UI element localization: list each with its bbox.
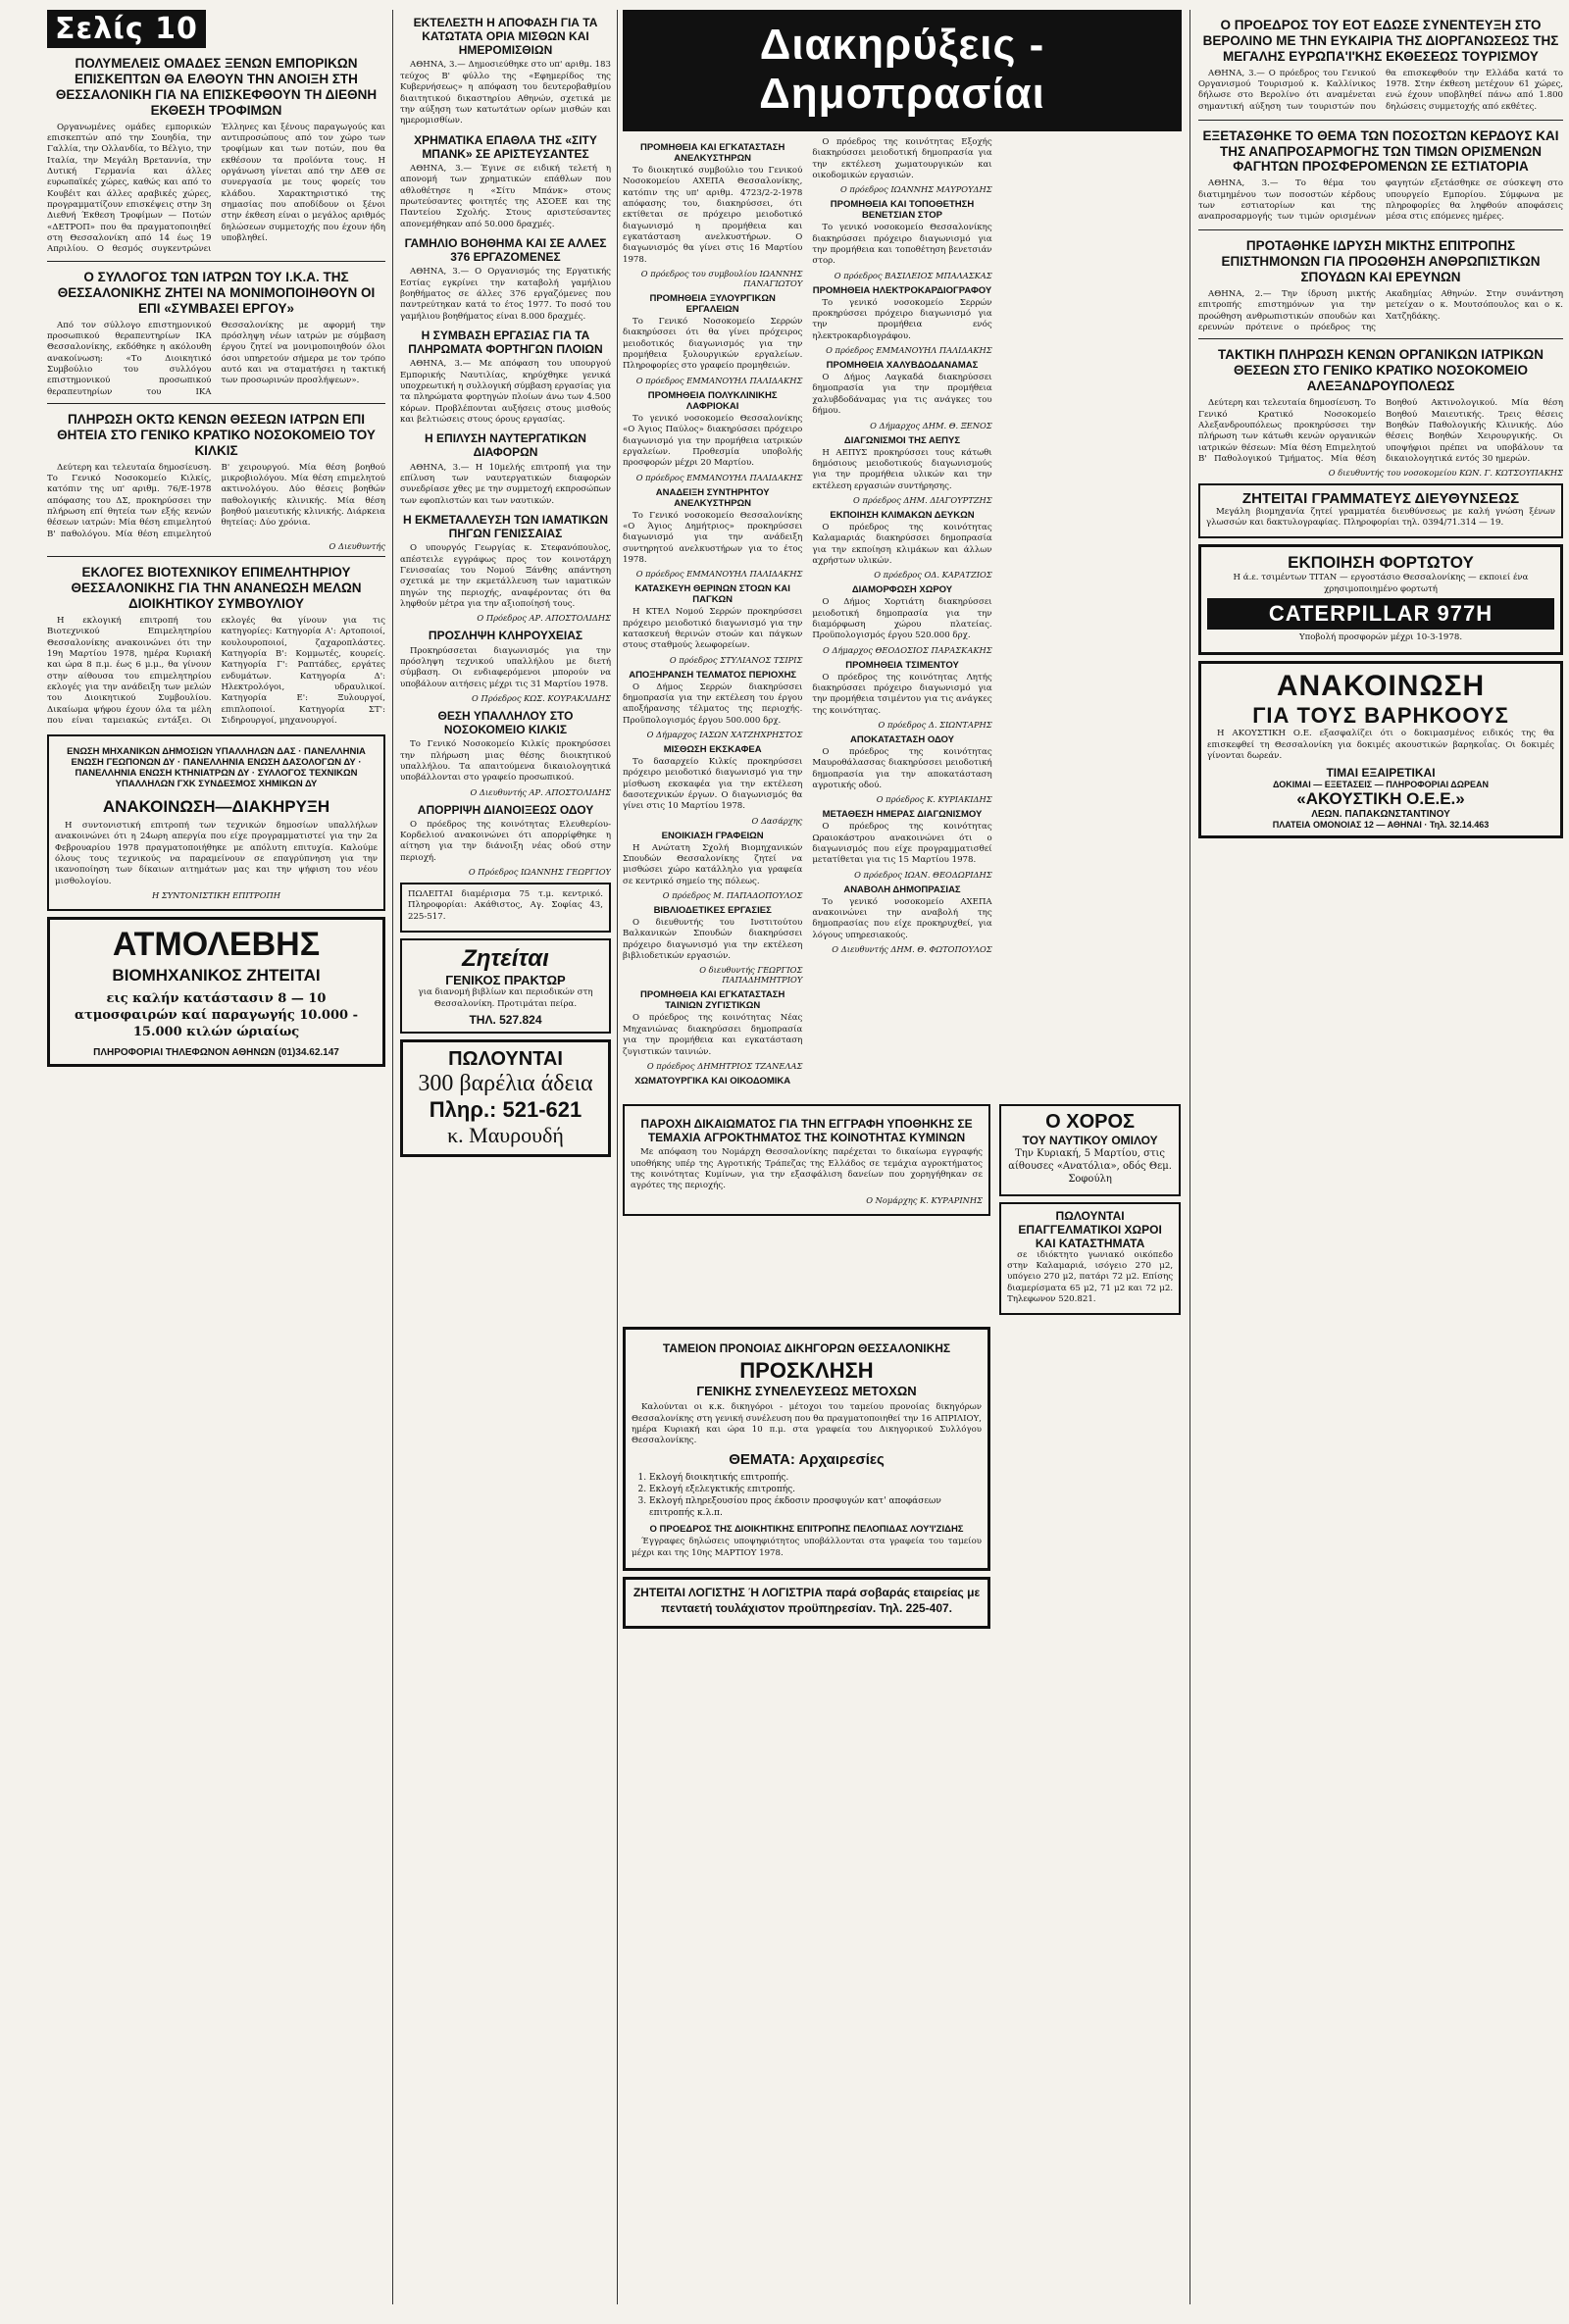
- ad-body: ΖΗΤΕΙΤΑΙ ΛΟΓΙΣΤΗΣ Ή ΛΟΓΙΣΤΡΙΑ παρά σοβαράς εταιρείας με πενταετή τουλάχιστον προϋπηρεσίαν. Τηλ. 225-407.: [633, 1586, 981, 1615]
- ad-title: ΠΩΛΟΥΝΤΑΙ: [448, 1047, 563, 1070]
- headline: ΤΑΚΤΙΚΗ ΠΛΗΡΩΣΗ ΚΕΝΩΝ ΟΡΓΑΝΙΚΩΝ ΙΑΤΡΙΚΩΝ ΘΕΣΕΩΝ ΣΤΟ ΓΕΝΙΚΟ ΚΡΑΤΙΚΟ ΝΟΣΟΚΟΜΕΙΟ ΑΛΕΞΑΝΔΡΟΥΠΟΛΕΩΣ: [1218, 347, 1544, 394]
- tender-text: Ο Δήμος Χορτιάτη διακηρύσσει μειοδοτική δημοπρασία για την διαμόρφωση χώρου πλατείας. Προϋπολογισμός έργου 520.000 δρχ.: [812, 597, 992, 641]
- tender-title: ΑΠΟΚΑΤΑΣΤΑΣΗ ΟΔΟΥ: [849, 734, 954, 745]
- tender-title: ΕΚΠΟΙΗΣΗ ΚΛΙΜΑΚΩΝ ΔΕΥΚΩΝ: [830, 509, 975, 521]
- tender-title: ΠΡΟΜΗΘΕΙΑ ΠΟΛΥΚΛΙΝΙΚΗΣ ΛΑΦΡΙΟΚΑΙ: [647, 389, 778, 412]
- ad-title: Ζητείται: [462, 945, 549, 973]
- tender-text: Ο πρόεδρος της κοινότητας Ωραιοκάστρου ανακοινώνει ότι ο διαγωνισμός που είχε προγραμματισθεί μετατίθεται για τις 15 Μαρτίου 1978.: [812, 822, 992, 866]
- ad-contact: ΠΛΗΡΟΦΟΡΙΑΙ ΤΗΛΕΦΩΝΟΝ ΑΘΗΝΩΝ (01)34.62.147: [93, 1046, 339, 1058]
- ad-body: εις καλήν κατάστασιν 8 — 10 ατμοσφαιρών καί παραγωγής 10.000 - 15.000 κιλών ώριαίως: [75, 990, 358, 1039]
- signature: Ο Δήμαρχος ΘΕΟΔΟΣΙΟΣ ΠΑΡΑΣΚΑΚΗΣ: [823, 644, 992, 655]
- themes-heading: ΘΕΜΑΤΑ: Αρχαιρεσίες: [729, 1450, 885, 1468]
- invitation-text: Καλούνται οι κ.κ. δικηγόροι - μέτοχοι του ταμείου προνοίας δικηγόρων Θεσσαλονίκης στη γενική συνέλευση που θα πραγματοποιηθεί την 16 ΑΠΡΙΛΙΟΥ, ημέρα Κυριακή και ώρα 10 π.μ. στα γραφεία του Δικηγορικού Συλλόγου Θεσσαλονίκης.: [632, 1402, 982, 1446]
- column-rule: [392, 10, 393, 2304]
- headline: ΕΞΕΤΑΣΘΗΚΕ ΤΟ ΘΕΜΑ ΤΩΝ ΠΟΣΟΣΤΩΝ ΚΕΡΔΟΥΣ ΚΑΙ ΤΗΣ ΑΝΑΠΡΟΣΑΡΜΟΓΗΣ ΤΩΝ ΤΙΜΩΝ ΟΡΙΣΜΕΝΩΝ ΦΑΓΗΤΩΝ ΠΡΟΣΦΕΡΟΜΕΝΩΝ ΣΕ ΕΣΤΙΑΤΟΡΙΑ: [1202, 127, 1559, 175]
- article-text: Προκηρύσσεται διαγωνισμός για την πρόσληψη τεχνικού υπαλλήλου με διετή σύμβαση. Οι ενδιαφερόμενοι μπορούν να υποβάλουν αιτήσεις μέχρι τις 31 Μαρτίου 1978.: [400, 645, 611, 689]
- headline: ΘΕΣΗ ΥΠΑΛΛΗΛΟΥ ΣΤΟ ΝΟΣΟΚΟΜΕΙΟ ΚΙΛΚΙΣ: [437, 708, 574, 737]
- signature: Ο πρόεδρος ΕΜΜΑΝΟΥΗΛ ΠΑΛΙΔΑΚΗΣ: [635, 375, 803, 385]
- signature: Ο Διευθυντής ΔΗΜ. Θ. ΦΩΤΟΠΟΥΛΟΣ: [832, 944, 992, 955]
- signature: Ο Δήμαρχος ΔΗΜ. Θ. ΞΕΝΟΣ: [870, 420, 992, 430]
- article-text: Η εκλογική επιτροπή του Βιοτεχνικού Επιμελητηρίου Θεσσαλονίκης ανακοινώνει ότι την 19η Μαρτίου 1978, ημέρα Κυριακή και ώρα 8 π.μ. έως 6 μ.μ., θα γίνουν στην αίθουσα του επιμελητηρίου εκλογές για την ανάδειξη των μελών του Διοικητικού Συμβουλίου. Δικαίωμα ψήφου έχουν όλα τα μέλη που είναι ταμειακώς εντάξει. Οι εκλογές θα γίνουν για τις κατηγορίες: Κατηγορία Α': Αρτοποιοί, κουλουροποιοί, ζαχαροπλάστες. Κατηγορία Β': Κομμωτές, κουρείς. Κατηγορία Γ': Ραπτάδες, εργάτες ενδυμάτων. Κατηγορία Δ': Ηλεκτρολόγοι, υδραυλικοί. Κατηγορία Ε': Ξυλουργοί, επιπλοποιοί. Κατηγορία ΣΤ': Σιδηρουργοί, μηχανουργοί.: [47, 615, 385, 727]
- article-body: [1198, 289, 1563, 333]
- column-rule: [617, 10, 618, 2304]
- page-number-label: Σελίς 10: [47, 10, 206, 48]
- article-body: [1198, 69, 1563, 115]
- signature: Ο ΠΡΟΕΔΡΟΣ ΤΗΣ ΔΙΟΙΚΗΤΙΚΗΣ ΕΠΙΤΡΟΠΗΣ ΠΕΛΟΠΙΔΑΣ ΛΟΥ'Ι'ΖΙΔΗΣ: [649, 1524, 964, 1536]
- tender-text: Το Γενικό νοσοκομείο Θεσσαλονίκης «Ο Άγιος Δημήτριος» προκηρύσσει διαγωνισμό για την ανάδειξη συντηρητού ανελκυστήρων για το έτος 1978.: [623, 510, 803, 565]
- tender-title: ΠΡΟΜΗΘΕΙΑ ΤΣΙΜΕΝΤΟΥ: [845, 659, 959, 671]
- ad-hearing: [1198, 661, 1563, 837]
- ad-model: CATERPILLAR 977H: [1207, 598, 1554, 630]
- tender-text: Το γενικό νοσοκομείο Σερρών προκηρύσσει πρόχειρο διαγωνισμό για την προμήθεια ενός ηλεκτροκαρδιογράφου.: [812, 297, 992, 341]
- signature: Ο διευθυντής ΓΕΩΡΓΙΟΣ ΠΑΠΑΔΗΜΗΤΡΙΟΥ: [699, 965, 803, 985]
- tender-title: ΠΡΟΜΗΘΕΙΑ ΗΛΕΚΤΡΟΚΑΡΔΙΟΓΡΑΦΟΥ: [812, 284, 992, 296]
- announcement-box: [47, 734, 385, 911]
- ad-secretary: [1198, 483, 1563, 539]
- signature: Ο πρόεδρος ΔΗΜΗΤΡΙΟΣ ΤΖΑΝΕΛΑΣ: [646, 1060, 803, 1071]
- article-text: Δεύτερη και τελευταία δημοσίευση. Το Γενικό Νοσοκομείο Κιλκίς, κατόπιν της υπ' αριθμ. 76/Ε-1978 απόφασης του ΔΣ, προκηρύσσει την πλήρωση επί θητεία των εξής κενών θέσεων ιατρών: Μία θέση επιμελητού Β' παθολόγου. Μία θέση επιμελητού Β' χειρουργού. Μία θέση βοηθού μικροβιολόγου. Μία θέση επιμελητού ακτινολόγου. Δύο θέσεις βοηθών παθολογικής κλινικής. Μία θέση βοηθού μαιευτικής κλινικής. Διάρκεια θητείας: Δύο χρόνια.: [47, 462, 385, 539]
- headline: ΠΛΗΡΩΣΗ ΟΚΤΩ ΚΕΝΩΝ ΘΕΣΕΩΝ ΙΑΤΡΩΝ ΕΠΙ ΘΗΤΕΙΑ ΣΤΟ ΓΕΝΙΚΟ ΚΡΑΤΙΚΟ ΝΟΣΟΚΟΜΕΙΟ ΤΟΥ ΚΙΛΚΙΣ: [57, 411, 376, 458]
- signature: Ο πρόεδρος ΟΔ. ΚΑΡΑΤΖΙΟΣ: [874, 570, 992, 581]
- headline: Η ΣΥΜΒΑΣΗ ΕΡΓΑΣΙΑΣ ΓΙΑ ΤΑ ΠΛΗΡΩΜΑΤΑ ΦΟΡΤΗΓΩΝ ΠΛΟΙΩΝ: [408, 328, 603, 357]
- signature: Ο Δασάρχης: [751, 815, 803, 826]
- themes-list: [649, 1472, 982, 1520]
- ad-title: ΑΝΑΚΟΙΝΩΣΗ: [1276, 670, 1486, 703]
- tender-text: Η ΑΕΠΥΣ προκηρύσσει τους κάτωθι δημόσιους μειοδοτικούς διαγωνισμούς για την προμήθεια υλικών και την εκτέλεση εργασιών συντήρησης.: [812, 447, 992, 491]
- signature: Ο πρόεδρος ΙΩΑΝ. ΘΕΟΔΩΡΙΔΗΣ: [854, 869, 992, 880]
- signature: Ο πρόεδρος Κ. ΚΥΡΙΑΚΙΔΗΣ: [876, 794, 992, 805]
- box-header: ΕΝΩΣΗ ΜΗΧΑΝΙΚΩΝ ΔΗΜΟΣΙΩΝ ΥΠΑΛΛΗΛΩΝ ΔΑΣ · ΠΑΝΕΛΛΗΝΙΑ ΕΝΩΣΗ ΓΕΩΠΟΝΩΝ ΔΥ · ΠΑΝΕΛΛΗΝΙΑ ΕΝΩΣΗ ΔΑΣΟΛΟΓΩΝ ΔΥ · ΠΑΝΕΛΛΗΝΙΑ ΕΝΩΣΗ ΚΤΗΝΙΑΤΡΩΝ ΔΥ · ΣΥΛΛΟΓΟΣ ΤΕΧΝΙΚΩΝ ΥΠΑΛΛΗΛΩΝ ΓΧΚ ΣΥΝΔΕΣΜΟΣ ΧΗΜΙΚΩΝ ΔΥ: [67, 745, 366, 789]
- tender-title: ΠΡΟΜΗΘΕΙΑ ΧΑΛΥΒΔΟΔΑΝΑΜΑΣ: [826, 360, 979, 372]
- article-body: [47, 123, 385, 256]
- headline: ΑΠΟΡΡΙΨΗ ΔΙΑΝΟΙΞΕΩΣ ΟΔΟΥ: [417, 802, 594, 817]
- headline: Ο ΣΥΛΛΟΓΟΣ ΤΩΝ ΙΑΤΡΩΝ ΤΟΥ Ι.Κ.Α. ΤΗΣ ΘΕΣΣΑΛΟΝΙΚΗΣ ΖΗΤΕΙ ΝΑ ΜΟΝΙΜΟΠΟΙΗΘΟΥΝ ΟΙ ΕΠΙ «ΣΥΜΒΑΣΕΙ ΕΡΓΟΥ»: [57, 269, 376, 316]
- tender-title: ΔΙΑΓΩΝΙΣΜΟΙ ΤΗΣ ΑΕΠΥΣ: [843, 434, 961, 446]
- article-body: [47, 321, 385, 398]
- ad-free: ΔΟΚΙΜΑΙ — ΕΞΕΤΑΣΕΙΣ — ΠΛΗΡΟΦΟΡΙΑΙ ΔΩΡΕΑΝ: [1273, 779, 1489, 789]
- article-text: ΑΘΗΝΑ, 3.— Το θέμα του διατιμημένου των ποσοστών κέρδους των εστιατορίων και της αναπροσαρμογής των τιμών ορισμένων φαγητών εξετάσθηκε σε σύσκεψη στο υπουργείο Εμπορίου. Σύμφωνα με πληροφορίες θα ληφθούν αποφάσεις μέσα στις επόμενες ημέρες.: [1198, 178, 1563, 223]
- tender-title: ΑΝΑΔΕΙΞΗ ΣΥΝΤΗΡΗΤΟΥ ΑΝΕΛΚΥΣΤΗΡΩΝ: [655, 486, 770, 509]
- tender-text: Το γενικό νοσοκομείο ΑΧΕΠΑ ανακοινώνει την αναβολή της δημοπρασίας που είχε προκηρυχθεί, για λόγους υπηρεσιακούς.: [812, 896, 992, 940]
- article-text: Ο υπουργός Γεωργίας κ. Στεφανόπουλος, απέστειλε εγγράφως προς τον κοινοτάρχη Γενισσαίας του Νομού Ξάνθης απάντηση σχετικά με την εκμετάλλευση των ιαματικών πηγών της περιοχής, αναφέροντας ότι θα ληφθούν μέτρα για την αξιοποίησή τους.: [400, 543, 611, 610]
- ad-note: Υποβολή προσφορών μέχρι 10-3-1978.: [1298, 632, 1463, 643]
- tender-text: Το γενικό νοσοκομείο Θεσσαλονίκης «Ο Άγιος Παύλος» διακηρύσσει πρόχειρο διαγωνισμό για την προμήθεια ιατρικών εργαλείων. Προθεσμία υποβολής προσφορών μέχρι 20 Μαρτίου.: [623, 413, 803, 469]
- ad-firm: «ΑΚΟΥΣΤΙΚΗ Ο.Ε.Ε.»: [1296, 788, 1465, 808]
- ad-person: ΛΕΩΝ. ΠΑΠΑΚΩΝΣΤΑΝΤΙΝΟΥ: [1311, 808, 1450, 820]
- tender-title: ΧΩΜΑΤΟΥΡΓΙΚΑ ΚΑΙ ΟΙΚΟΔΟΜΙΚΑ: [634, 1075, 791, 1086]
- signature: Ο Πρόεδρος ΚΩΣ. ΚΟΥΡΑΚΛΙΔΗΣ: [472, 692, 611, 703]
- tender-title: ΒΙΒΛΙΟΔΕΤΙΚΕΣ ΕΡΓΑΣΙΕΣ: [653, 905, 772, 917]
- signature: Η ΣΥΝΤΟΝΙΣΤΙΚΗ ΕΠΙΤΡΟΠΗ: [151, 889, 281, 900]
- ad-phone: ΤΗΛ. 527.824: [469, 1012, 542, 1027]
- article-text: ΑΘΗΝΑ, 3.— Η 10μελής επιτροπή για την επίλυση των ναυτεργατικών διαφορών συνεδρίασε χθες με την συμμετοχή εκπροσώπων των εφοπλιστών και των ναυτικών.: [400, 462, 611, 506]
- invitation-subtitle: ΓΕΝΙΚΗΣ ΣΥΝΕΛΕΥΣΕΩΣ ΜΕΤΟΧΩΝ: [696, 1384, 917, 1399]
- article-text: ΑΘΗΝΑ, 3.— Με απόφαση του υπουργού Εμπορικής Ναυτιλίας, κηρύχθηκε γενικά υποχρεωτική η συλλογική σύμβαση εργασίας για τα πληρώματα φορτηγών πλοίων άνω των 4.500 κόρων. Προβλέπονται αυξήσεις στους μισθούς και βελτιώσεις στους όρους εργασίας.: [400, 359, 611, 425]
- ad-body: Την Κυριακή, 5 Μαρτίου, στις αίθουσες «Ανατόλια», οδός Θεμ. Σοφούλη: [1008, 1148, 1172, 1186]
- signature: Ο πρόεδρος του συμβουλίου ΙΩΑΝΝΗΣ ΠΑΝΑΓΙΩΤΟΥ: [640, 269, 803, 289]
- tender-text: Το διοικητικό συμβούλιο του Γενικού Νοσοκομείου ΑΧΕΠΑ Θεσσαλονίκης, κατόπιν της υπ' αριθμ. 4723/2-2-1978 απόφασης του, διακηρύσσει, ότι εκτίθεται σε πρόχειρο μειοδοτικό διαγωνισμό η προμήθεια και εγκατάσταση ανελκυστήρων. Ο διαγωνισμός θα γίνει στις 16 Μαρτίου 1978.: [623, 166, 803, 265]
- section-banner: Διακηρύξεις - Δημοπρασίαι: [623, 10, 1182, 131]
- signature: Ο Πρόεδρος ΙΩΑΝΝΗΣ ΓΕΩΡΓΙΟΥ: [468, 867, 611, 878]
- invitation-title: ΠΡΟΣΚΛΗΣΗ: [739, 1358, 874, 1384]
- article-text: ΑΘΗΝΑ, 3.— Ο Οργανισμός της Εργατικής Εστίας εγκρίνει την καταβολή γαμήλιου βοηθήματος σε άλλες 376 εργαζόμενες που παντρεύτηκαν κατά το έτος 1977. Το ποσό του γαμήλιου βοηθήματος είναι 8.000 δραχμές.: [400, 267, 611, 322]
- article-text: ΑΘΗΝΑ, 2.— Την ίδρυση μικτής επιτροπής επιστημόνων για την προώθηση ανθρωπιστικών σπουδών και ερευνών πρότεινε ο πρόεδρος της Ακαδημίας Αθηνών. Στην συνάντηση μετείχαν ο κ. Μουτσόπουλος και ο κ. Χατζηδάκης.: [1198, 289, 1563, 333]
- article-body: [47, 616, 385, 729]
- tender-title: ΠΡΟΜΗΘΕΙΑ ΚΑΙ ΕΓΚΑΤΑΣΤΑΣΗ ΑΝΕΛΚΥΣΤΗΡΩΝ: [639, 142, 785, 164]
- headline: ΠΡΟΤΑΘΗΚΕ ΙΔΡΥΣΗ ΜΙΚΤΗΣ ΕΠΙΤΡΟΠΗΣ ΕΠΙΣΤΗΜΟΝΩΝ ΓΙΑ ΠΡΟΩΘΗΣΗ ΑΝΘΡΩΠΙΣΤΙΚΩΝ ΣΠΟΥΔΩΝ ΚΑΙ ΕΡΕΥΝΩΝ: [1221, 238, 1541, 285]
- signature: Ο πρόεδρος Δ. ΣΙΩΝΤΑΡΗΣ: [878, 720, 992, 730]
- box-title: ΑΝΑΚΟΙΝΩΣΗ—ΔΙΑΚΗΡΥΞΗ: [102, 796, 330, 816]
- signature: Ο πρόεδρος ΕΜΜΑΝΟΥΗΛ ΠΑΛΙΔΑΚΗΣ: [635, 472, 803, 482]
- tender-title: ΠΡΟΜΗΘΕΙΑ ΚΑΙ ΕΓΚΑΤΑΣΤΑΣΗ ΤΑΙΝΙΩΝ ΖΥΓΙΣΤΙΚΩΝ: [639, 989, 785, 1012]
- signature: Ο πρόεδρος ΣΤΥΛΙΑΝΟΣ ΤΣΙΡΙΣ: [669, 654, 803, 665]
- divider: [1198, 229, 1563, 230]
- ad-agent-wanted: [400, 938, 611, 1034]
- tender-text: Η ΚΤΕΛ Νομού Σερρών προκηρύσσει πρόχειρο μειοδοτικό διαγωνισμό για την κατασκευή θερινών στοών και πάγκων στους σταθμούς λεωφορείων.: [623, 607, 803, 651]
- article-body: [1198, 178, 1563, 225]
- classified-apartment: [400, 883, 611, 933]
- article-text: ΑΘΗΝΑ, 3.— Δημοσιεύθηκε στο υπ' αριθμ. 183 τεύχος Β' φύλλο της «Εφημερίδος της Κυβερνήσεως» η απόφαση του δευτεροβαθμίου διαιτητικού δικαστηρίου Αθηνών, σχετικά με την αύξηση των κατωτάτων ορίων μισθών και ημερομισθίων.: [400, 60, 611, 126]
- divider: [47, 403, 385, 404]
- ad-price: ΤΙΜΑΙ ΕΞΑΙΡΕΤΙΚΑΙ: [1326, 765, 1436, 780]
- tender-text: Ο Δήμος Σερρών διακηρύσσει δημοπρασία για την εκτέλεση του έργου αποξήρανσης τέλματος της περιοχής. Προϋπολογισμός έργου 500.000 δρχ.: [623, 682, 803, 726]
- tender-title: ΠΡΟΜΗΘΕΙΑ ΞΥΛΟΥΡΓΙΚΩΝ ΕΡΓΑΛΕΙΩΝ: [649, 293, 776, 316]
- lawyers-fund-invitation: [623, 1327, 990, 1571]
- headline: ΓΑΜΗΛΙΟ ΒΟΗΘΗΜΑ ΚΑΙ ΣΕ ΑΛΛΕΣ 376 ΕΡΓΑΖΟΜΕΝΕΣ: [404, 235, 607, 265]
- article-text: Οργανωμένες ομάδες εμπορικών επισκεπτών από την Σουηδία, την Γαλλία, την Ολλανδία, το Βέλγιο, την Ιταλία, την Μεγάλη Βρεταννία, την Δυτική Γερμανία και άλλες ευρωπαϊκές χώρες, καθώς και από το Κουβέιτ και άλλες αραβικές χώρες, προγραμματίζουν επισκέψεις στην 3η Διεθνή Έκθεση Τροφίμων — Ποτών «ΔΕΤΡΟΠ» που θα πραγματοποιηθεί στη Θεσσαλονίκη από 14 έως 19 Απριλίου. Ο θεσμός συγκεντρώνει Έλληνες και ξένους παραγωγούς και αντιπροσώπους από τον χώρο των τροφίμων και των ποτών, που θα εκθέσουν τα προϊόντα τους. Η οργάνωση γίνεται από την ΔΕΘ σε συνεργασία με τους φορείς του κλάδου. Χαρακτηριστικό της σημασίας που αποδίδουν οι ξένοι στην έκθεση είναι ο μεγάλος αριθμός δηλώσεων συμμετοχής που έχουν ήδη υποβληθεί.: [47, 122, 385, 255]
- headline: Ο ΠΡΟΕΔΡΟΣ ΤΟΥ ΕΟΤ ΕΔΩΣΕ ΣΥΝΕΝΤΕΥΞΗ ΣΤΟ ΒΕΡΟΛΙΝΟ ΜΕ ΤΗΝ ΕΥΚΑΙΡΙΑ ΤΗΣ ΔΙΟΡΓΑΝΩΣΕΩΣ ΤΗΣ ΜΕΓΑΛΗΣ ΕΥΡΩΠΑ'Ι'ΚΗΣ ΕΚΘΕΣΕΩΣ ΤΟΥΡΙΣΜΟΥ: [1202, 18, 1559, 64]
- tender-title: ΕΝΟΙΚΙΑΣΗ ΓΡΑΦΕΙΩΝ: [661, 830, 764, 841]
- box-text: Η συντονιστική επιτροπή των τεχνικών δημοσίων υπαλλήλων ανακοινώνει ότι η 24ωρη απεργία που είχε προγραμματιστεί για την 2α Φεβρουαρίου 1978 πραγματοποιήθηκε με απόλυτη επιτυχία. Καλούμε όλους τους τεχνικούς να παραμείνουν σε επαγρύπνηση για την ικανοποίηση των δίκαιων αιτημάτων μας και την ψήφιση του νέου μισθολογίου.: [55, 820, 378, 886]
- ad-accountant: [623, 1577, 990, 1629]
- ad-dance: [999, 1104, 1181, 1196]
- tender-text: Ο πρόεδρος της κοινότητας Μαυροθάλασσας διακηρύσσει μειοδοτική δημοπρασία για την αποκατάσταση αγροτικής οδού.: [812, 747, 992, 791]
- ad-subtitle: ΓΕΝΙΚΟΣ ΠΡΑΚΤΩΡ: [445, 973, 566, 988]
- headline: ΕΚΤΕΛΕΣΤΗ Η ΑΠΟΦΑΣΗ ΓΙΑ ΤΑ ΚΑΤΩΤΑΤΑ ΟΡΙΑ ΜΙΣΘΩΝ ΚΑΙ ΗΜΕΡΟΜΙΣΘΙΩΝ: [413, 16, 598, 58]
- divider: [47, 556, 385, 557]
- divider: [47, 261, 385, 262]
- theme-item: 2. Εκλογή εξελεγκτικής επιτροπής.: [649, 1484, 982, 1495]
- ad-loader-sale: [1198, 544, 1563, 655]
- invitation-header: ΤΑΜΕΙΟΝ ΠΡΟΝΟΙΑΣ ΔΙΚΗΓΟΡΩΝ ΘΕΣΣΑΛΟΝΙΚΗΣ: [662, 1341, 951, 1356]
- ad-body: Μεγάλη βιομηχανία ζητεί γραμματέα διευθύνσεως με καλή γνώση ξένων γλωσσών και δακτυλογραφίας. Πληροφορίαι τηλ. 0394/71.314 — 19.: [1206, 506, 1555, 529]
- ad-subtitle: ΒΙΟΜΗΧΑΝΙΚΟΣ ΖΗΤΕΙΤΑΙ: [112, 965, 321, 985]
- tender-text: Το γενικό νοσοκομείο Θεσσαλονίκης διακηρύσσει πρόχειρο διαγωνισμό για την προμήθεια και τοποθέτηση βενετσιάν στορ.: [812, 223, 992, 267]
- article-text: Το Γενικό Νοσοκομείο Κιλκίς προκηρύσσει την πλήρωση μιας θέσης διοικητικού υπαλλήλου. Τα απαιτούμενα δικαιολογητικά υποβάλλονται στο γραφείο προσωπικού.: [400, 739, 611, 783]
- mortgage-notice: [623, 1104, 990, 1216]
- signature: Ο πρόεδρος ΔΗΜ. ΔΙΑΓΟΥΡΤΖΗΣ: [853, 494, 992, 505]
- column-4: [1198, 10, 1563, 2304]
- article-body: [47, 463, 385, 540]
- divider: [1198, 338, 1563, 339]
- masthead: [47, 10, 385, 48]
- headline: ΠΡΟΣΛΗΨΗ ΚΛΗΡΟΥΧΕΙΑΣ: [428, 629, 583, 643]
- ad-contact-name: κ. Μαυρουδή: [447, 1122, 564, 1147]
- signature: Ο Δήμαρχος ΙΑΣΩΝ ΧΑΤΖΗΧΡΗΣΤΟΣ: [646, 730, 803, 739]
- ad-body: Η ΑΚΟΥΣΤΙΚΗ Ο.Ε. εξασφαλίζει ότι ο δοκιμασμένος ειδικός της θα επισκεφθεί τη Θεσσαλονίκη για δοκιμές ακουστικών βαρηκοΐας. Οι δοκιμές γίνονται δωρεάν.: [1207, 729, 1554, 762]
- theme-item: 3. Εκλογή πληρεξουσίου προς έκδοσιν προσφυγών κατ' αποφάσεων επιτροπής κ.λ.π.: [649, 1495, 982, 1519]
- signature: Ο πρόεδρος Μ. ΠΑΠΑΔΟΠΟΥΛΟΣ: [662, 890, 803, 901]
- tender-title: ΠΡΟΜΗΘΕΙΑ ΚΑΙ ΤΟΠΟΘΕΤΗΣΗ ΒΕΝΕΤΣΙΑΝ ΣΤΟΡ: [830, 199, 975, 222]
- ad-phone: Πληρ.: 521-621: [429, 1096, 582, 1122]
- signature: Ο Διευθυντής ΑΡ. ΑΠΟΣΤΟΛΙΔΗΣ: [470, 786, 611, 797]
- notice-text: Με απόφαση του Νομάρχη Θεσσαλονίκης παρέχεται το δικαίωμα εγγραφής υποθήκης υπέρ της Αγροτικής Τράπεζας της Ελλάδος σε τεμάχια αγροκτήματος της κοινότητας Κυμίνων, για την εξασφάλιση δανείων που χορηγήθηκαν σε αγρότες της περιοχής.: [631, 1147, 983, 1191]
- tender-title: ΔΙΑΜΟΡΦΩΣΗ ΧΩΡΟΥ: [851, 584, 953, 596]
- tender-text: Το δασαρχείο Κιλκίς προκηρύσσει πρόχειρο μειοδοτικό διαγωνισμό για την μίσθωση εκσκαφέα για την εκτέλεση δασοτεχνικών έργων. Ο διαγωνισμός θα γίνει στις 10 Μαρτίου 1978.: [623, 757, 803, 812]
- notice-title: ΠΑΡΟΧΗ ΔΙΚΑΙΩΜΑΤΟΣ ΓΙΑ ΤΗΝ ΕΓΓΡΑΦΗ ΥΠΟΘΗΚΗΣ ΣΕ ΤΕΜΑΧΙΑ ΑΓΡΟΚΤΗΜΑΤΟΣ ΤΗΣ ΚΟΙΝΟΤΗΤΑΣ ΚΥΜΙΝΩΝ: [640, 1117, 973, 1145]
- signature: Ο Διευθυντής: [329, 541, 385, 552]
- column-2: [400, 10, 611, 2304]
- invitation-note: Έγγραφες δηλώσεις υποψηφιότητος υποβάλλονται στα γραφεία του ταμείου μέχρι και της 10ης ΜΑΡΤΙΟΥ 1978.: [632, 1537, 982, 1558]
- ad-subtitle: ΓΙΑ ΤΟΥΣ ΒΑΡΗΚΟΟΥΣ: [1252, 703, 1509, 729]
- headline: ΕΚΛΟΓΕΣ ΒΙΟΤΕΧΝΙΚΟΥ ΕΠΙΜΕΛΗΤΗΡΙΟΥ ΘΕΣΣΑΛΟΝΙΚΗΣ ΓΙΑ ΤΗΝ ΑΝΑΝΕΩΣΗ ΜΕΛΩΝ ΔΙΟΙΚΗΤΙΚΟΥ ΣΥΜΒΟΥΛΙΟΥ: [71, 565, 362, 611]
- signature: Ο πρόεδρος ΒΑΣΙΛΕΙΟΣ ΜΠΑΛΑΣΚΑΣ: [834, 270, 992, 280]
- signature: Ο Πρόεδρος ΑΡ. ΑΠΟΣΤΟΛΙΔΗΣ: [477, 613, 611, 624]
- article-text: Ο πρόεδρος της κοινότητας Ελευθερίου-Κορδελιού ανακοινώνει ότι απορρίφθηκε η αίτηση για την διάνοιξη νέας οδού στην περιοχή.: [400, 819, 611, 863]
- ad-body: σε ιδιόκτητο γωνιακό οικόπεδο στην Καλαμαριά, ισόγειο 270 μ2, υπόγειο 270 μ2, πατάρι 72 μ2. Επίσης διαμερίσματα 65 μ2, 71 μ2 και 72 μ2. Τηλεφωνον 520.821.: [1007, 1249, 1174, 1304]
- signature: Ο πρόεδρος ΙΩΑΝΝΗΣ ΜΑΥΡΟΥΔΗΣ: [839, 184, 992, 195]
- tender-text: Η Ανώτατη Σχολή Βιομηχανικών Σπουδών Θεσσαλονίκης ζητεί να μισθώσει χώρο κατάλληλο για γραφεία σε κεντρικό σημείο της πόλεως.: [623, 842, 803, 886]
- ad-title: ΠΩΛΟΥΝΤΑΙ ΕΠΑΓΓΕΛΜΑΤΙΚΟΙ ΧΩΡΟΙ ΚΑΙ ΚΑΤΑΣΤΗΜΑΤΑ: [1018, 1208, 1162, 1250]
- headline: ΠΟΛΥΜΕΛΕΙΣ ΟΜΑΔΕΣ ΞΕΝΩΝ ΕΜΠΟΡΙΚΩΝ ΕΠΙΣΚΕΠΤΩΝ ΘΑ ΕΛΘΟΥΝ ΤΗΝ ΑΝΟΙΞΗ ΣΤΗ ΘΕΣΣΑΛΟΝΙΚΗ ΓΙΑ ΝΑ ΕΠΙΣΚΕΦΘΟΥΝ ΤΗ ΔΙΕΘΝΗ ΕΚΘΕΣΗ ΤΡΟΦΙΜΩΝ: [55, 56, 378, 118]
- ad-boiler: [47, 917, 385, 1067]
- signature: Ο Νομάρχης Κ. ΚΥΡΑΡΙΝΗΣ: [866, 1194, 983, 1205]
- tender-text: Το Γενικό Νοσοκομείο Σερρών διακηρύσσει ότι θα γίνει πρόχειρος μειοδοτικός διαγωνισμός για την προμήθεια ξυλουργικών εργαλείων. Πληροφορίες στο γραφείο προμηθειών.: [623, 317, 803, 372]
- tender-text: Ο πρόεδρος της κοινότητας Καλαμαριάς διακηρύσσει δημοπρασία για την εκποίηση κλιμάκων και άλλων αχρήστων υλικών.: [812, 522, 992, 566]
- article-text: Από τον σύλλογο επιστημονικού προσωπικού θεραπευτηρίων ΙΚΑ Θεσσαλονίκης, εκδόθηκε η ακόλουθη ανακοίνωση: «Το Διοικητικό Συμβούλιο του συλλόγου επιστημονικού προσωπικού θεραπευτηρίων του ΙΚΑ Θεσσαλονίκης με αφορμή την πρόσληψη νέων ιατρών με σύμβαση έργου ζητεί να μονιμοποιηθούν όλοι όσοι υπηρετούν σήμερα με τον τρόπο αυτό και να σταματήσει η τακτική των προσωρινών προσλήψεων».: [47, 320, 385, 397]
- ad-subtitle: 300 βαρέλια άδεια: [418, 1070, 593, 1096]
- ad-barrels: [400, 1039, 611, 1157]
- ad-body: Η ά.ε. τσιμέντων TITAN — εργοστάσιο Θεσσαλονίκης — εκποιεί ένα χρησιμοποιημένο φορτωτή: [1233, 573, 1529, 594]
- side-ads: [999, 1098, 1181, 1321]
- ad-body: για διανομή βιβλίων και περιοδικών στη Θεσσαλονίκη. Προτιμάται πείρα.: [418, 987, 593, 1009]
- classified-text: ΠΩΛΕΙΤΑΙ διαμέρισμα 75 τ.μ. κεντρικό. Πληροφορίαι: Ακάθιστος, Αγ. Σοφίας 43, 225-517.: [408, 889, 603, 922]
- tender-title: ΜΙΣΘΩΣΗ ΕΚΣΚΑΦΕΑ: [663, 744, 762, 755]
- signature: Ο πρόεδρος ΕΜΜΑΝΟΥΗΛ ΠΑΛΙΔΑΚΗΣ: [826, 345, 992, 356]
- headline: ΧΡΗΜΑΤΙΚΑ ΕΠΑΘΛΑ ΤΗΣ «ΣΙΤΥ ΜΠΑΝΚ» ΣΕ ΑΡΙΣΤΕΥΣΑΝΤΕΣ: [414, 132, 597, 161]
- tender-text: Ο πρόεδρος της κοινότητας Εξοχής διακηρύσσει μειοδοτική δημοπρασία για την εκτέλεση χωματουργικών και οικοδομικών εργασιών.: [812, 137, 992, 181]
- article-text: ΑΘΗΝΑ, 3.— Έγινε σε ειδική τελετή η απονομή των χρηματικών επάθλων που αθλοθέτησε η «Σίτυ Μπάνκ» στους πρωτεύσαντες φοιτητές της ΑΣΟΕΕ και της Παντείου Σχολής. Στους αριστεύσαντες απονεμήθηκαν από 50.000 δραχμές.: [400, 163, 611, 229]
- ad-subtitle: ΤΟΥ ΝΑΥΤΙΚΟΥ ΟΜΙΛΟΥ: [1022, 1134, 1158, 1147]
- tenders-section: [623, 137, 1182, 1098]
- article-body: [1198, 398, 1563, 467]
- tender-title: ΑΠΟΞΗΡΑΝΣΗ ΤΕΛΜΑΤΟΣ ΠΕΡΙΟΧΗΣ: [629, 669, 797, 681]
- column-rule: [1189, 10, 1190, 2304]
- article-text: ΑΘΗΝΑ, 3.— Ο πρόεδρος του Γενικού Οργανισμού Τουρισμού κ. Καλλίνικος δήλωσε στο Βερολίνο ότι αναμένεται σημαντική αύξηση των τουριστών που θα επισκεφθούν την Ελλάδα κατά το 1978. Στην έκθεση μετέχουν 61 χώρες, ενώ έχουν υποβληθεί πάνω από 1.800 δηλώσεις συμμετοχής από εκθέτες.: [1198, 68, 1563, 112]
- tender-text: Ο πρόεδρος της κοινότητας Λητής διακηρύσσει πρόχειρο διαγωνισμό για την προμήθεια τσιμέντου για τις ανάγκες της κοινότητας.: [812, 672, 992, 716]
- ad-title: Ο ΧΟΡΟΣ: [1045, 1111, 1136, 1133]
- ad-title: ΖΗΤΕΙΤΑΙ ΓΡΑΜΜΑΤΕΥΣ ΔΙΕΥΘΥΝΣΕΩΣ: [1241, 489, 1520, 507]
- article-text: Δεύτερη και τελευταία δημοσίευση. Το Γενικό Κρατικό Νοσοκομείο Αλεξανδρουπόλεως προκηρύσσει την πλήρωση των κάτωθι κενών οργανικών ιατρικών θέσεων: Μία θέση Επιμελητού Β' Παθολογικού Τμήματος. Μία θέση Βοηθού Ακτινολογικού. Μία θέση Βοηθού Μαιευτικής. Τρεις θέσεις Βοηθών Παθολογικής Κλινικής. Δύο θέσεις Βοηθών Χειρουργικής. Οι υποψήφιοι πρέπει να υποβάλουν τα δικαιολογητικά εντός 30 ημερών.: [1198, 398, 1563, 464]
- divider: [1198, 120, 1563, 121]
- ad-title: ΕΚΠΟΙΗΣΗ ΦΟΡΤΩΤΟΥ: [1288, 553, 1474, 573]
- headline: Η ΕΠΙΛΥΣΗ ΝΑΥΤΕΡΓΑΤΙΚΩΝ ΔΙΑΦΟΡΩΝ: [425, 431, 586, 460]
- tender-text: Ο πρόεδρος της κοινότητας Νέας Μηχανιώνας διακηρύσσει δημοπρασία για την προμήθεια και εγκατάσταση ζυγιστικών ταινιών.: [623, 1013, 803, 1057]
- tender-title: ΜΕΤΑΘΕΣΗ ΗΜΕΡΑΣ ΔΙΑΓΩΝΙΣΜΟΥ: [822, 809, 983, 821]
- ad-address: ΠΛΑΤΕΙΑ ΟΜΟΝΟΙΑΣ 12 — ΑΘΗΝΑΙ · Τηλ. 32.14.463: [1272, 819, 1490, 830]
- tender-text: Ο διευθυντής του Ινστιτούτου Βαλκανικών Σπουδών διακηρύσσει πρόχειρο διαγωνισμό για την εκτέλεση βιβλιοδετικών εργασιών.: [623, 918, 803, 962]
- column-3: [623, 10, 1182, 2304]
- column-1: [47, 10, 385, 2304]
- ad-title: ΑΤΜΟΛΕΒΗΣ: [112, 925, 321, 963]
- signature: Ο διευθυντής του νοσοκομείου ΚΩΝ. Γ. ΚΩΤΣΟΥΠΑΚΗΣ: [1328, 467, 1563, 478]
- theme-item: 1. Εκλογή διοικητικής επιτροπής.: [649, 1472, 982, 1484]
- tender-title: ΚΑΤΑΣΚΕΥΗ ΘΕΡΙΝΩΝ ΣΤΟΩΝ ΚΑΙ ΠΑΓΚΩΝ: [634, 583, 790, 606]
- tender-title: ΑΝΑΒΟΛΗ ΔΗΜΟΠΡΑΣΙΑΣ: [843, 884, 961, 895]
- tender-text: Ο Δήμος Λαγκαδά διακηρύσσει δημοπρασία για την προμήθεια χαλυβδοδάναμας για τις ανάγκες του δήμου.: [812, 373, 992, 417]
- headline: Η ΕΚΜΕΤΑΛΛΕΥΣΗ ΤΩΝ ΙΑΜΑΤΙΚΩΝ ΠΗΓΩΝ ΓΕΝΙΣΣΑΙΑΣ: [402, 513, 608, 541]
- signature: Ο πρόεδρος ΕΜΜΑΝΟΥΗΛ ΠΑΛΙΔΑΚΗΣ: [635, 569, 803, 580]
- ad-commercial-spaces: [999, 1202, 1181, 1316]
